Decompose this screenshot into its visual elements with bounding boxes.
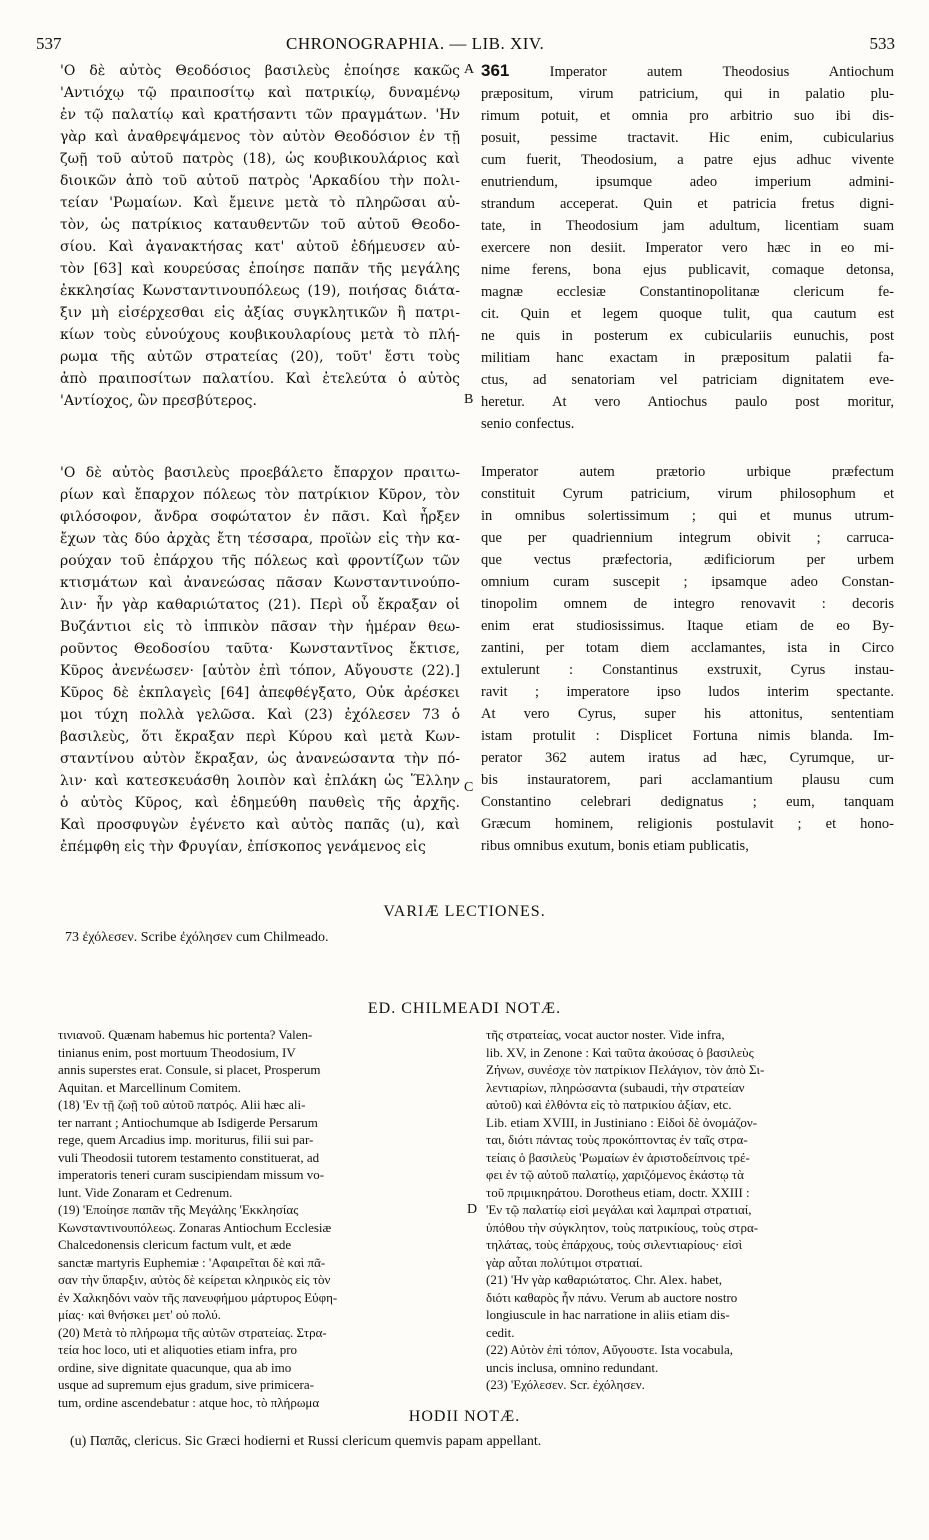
note-line: μίας· καὶ θνήσκει μετ' οὐ πολύ. xyxy=(58,1307,221,1322)
greek-line: λιν· καὶ κατεσκευάσθη λοιπὸν καὶ ἐπλάκη ὡς Ἕλλην xyxy=(60,773,460,789)
running-title: CHRONOGRAPHIA. — LIB. XIV. xyxy=(286,34,545,53)
latin-line: ravit ; imperatore ipso ludos interim spectante. xyxy=(481,684,894,700)
latin-line: istam protulit : Displicet Fortuna nimis blanda. Im- xyxy=(481,728,894,744)
greek-line: 'Αντιόχῳ τῷ πραιποσίτῳ καὶ πατρικίῳ, δυναμένῳ xyxy=(60,85,460,101)
note-line: 'Εν τῷ παλατίῳ εἰσὶ μεγάλαι καὶ λαμπραὶ στρατιαί, xyxy=(486,1202,752,1217)
greek-line: ρίων καὶ ἔπαρχον πόλεως τὸν πατρίκιον Κῦρον, τὸν xyxy=(60,487,460,503)
greek-line: ἐκκλησίας Κωνσταντινουπόλεως (19), ποιήσας διάτα- xyxy=(60,283,460,299)
note-line: λεντιαρίων, πληρώσαντα (subaudi, τὴν στρατείαν xyxy=(486,1079,745,1095)
margin-letter-b: B xyxy=(464,392,474,407)
latin-line: Imperator autem prætorio urbique præfectum xyxy=(481,464,894,480)
greek-line: 'Ο δὲ αὐτὸς βασιλεὺς προεβάλετο ἔπαρχον πραιτω- xyxy=(60,465,460,481)
latin-line: que vectus præfectoria, ædificiorum per urbem xyxy=(481,552,894,568)
note-line: (23) 'Εχόλεσεν. Scr. ἐχόλησεν. xyxy=(486,1377,645,1392)
note-line: tum, ordine ascendebatur : atque hoc, τὸ πλήρωμα xyxy=(58,1394,320,1410)
latin-line: perator 362 autem iratus ad hæc, Cyrumque, ur- xyxy=(481,750,894,766)
note-line: ἐν Χαλκηδόνι ναὸν τῆς πανευφήμου μάρτυρος Εὐφη- xyxy=(58,1289,338,1305)
note-line: Aquitan. et Marcellinum Comitem. xyxy=(58,1079,242,1095)
latin-line: Græcum hominem, religionis postulavit ; et hono- xyxy=(481,816,894,832)
greek-line: ἐν τῷ παλατίῳ καὶ κρατήσαντι τῶν πραγμάτων. 'Ην xyxy=(60,107,460,123)
variae-lectiones-title: VARIÆ LECTIONES. xyxy=(383,903,546,920)
note-line: ται, διότι πάντας τοὺς προκόπτοντας ἐν ταῖς στρα- xyxy=(486,1132,748,1147)
greek-line: Κῦρος δὲ ἐκπλαγεὶς [64] ἀπεφθέγξατο, Οὐκ ἀρέσκει xyxy=(60,685,460,701)
hodii-note: (u) Παπᾶς, clericus. Sic Græci hodierni et Russi clericum quemvis papam appellant. xyxy=(70,1434,542,1449)
margin-letter-a: A xyxy=(464,62,475,77)
note-line: φει ἐν τῷ αὐτοῦ παλατίῳ, χαριζόμενος ἑκάστῳ τὰ xyxy=(486,1167,744,1182)
latin-lines xyxy=(481,83,894,435)
greek-text-paragraph-2 xyxy=(60,462,460,858)
latin-line: tate, in Theodosium jam adultum, licentiam suam xyxy=(481,218,894,234)
note-line: τεία hoc loco, uti et aliquoties etiam infra, pro xyxy=(58,1342,298,1357)
latin-line: tinopolim omnem de integro renovavit : decoris xyxy=(481,596,894,612)
latin-line: que per quadriennium integrum obivit ; carruca- xyxy=(481,530,894,546)
latin-line: ne quis in posterum ex cubiculariis eunuchis, post xyxy=(481,328,894,344)
greek-line: κτισμάτων καὶ ἀνανεώσας πᾶσαν Κωνσταντινούπο- xyxy=(60,575,460,591)
note-line: τινιανοῦ. Quænam habemus hic portenta? Valen- xyxy=(58,1027,313,1042)
greek-line: κίων τοὺς εὐνούχους κουβικουλαρίους μετὰ τὸ πλή- xyxy=(60,327,460,343)
greek-line: ἐπέμφθη εἰς τὴν Φρυγίαν, ἐπίσκοπος γενάμενος εἰς xyxy=(60,839,426,855)
latin-line: ribus omnibus exutum, bonis etiam publicatis, xyxy=(481,838,749,854)
latin-line: At vero Cyrus, super his attonitus, sententiam xyxy=(481,706,894,722)
note-line: τείαις ὁ βασιλεὺς 'Ρωμαίων ἐν ἀριστοδείπνοις τρέ- xyxy=(486,1149,750,1165)
chilmeadi-notes-left-column xyxy=(58,1026,462,1411)
note-line: imperatoris teneri curam suscipiendam missum vo- xyxy=(58,1167,325,1182)
greek-line: 'Ο δὲ αὐτὸς Θεοδόσιος βασιλεὺς ἐποίησε κακῶς xyxy=(60,63,460,79)
note-line: ὑπόθου τὴν σύγκλητον, τοὺς πατρικίους, τοὺς στρα- xyxy=(486,1219,759,1235)
latin-line: exercere non desiit. Imperator vero hæc in eo mi- xyxy=(481,240,894,256)
latin-line: rimum potuit, et omnia pro arbitrio suo ibi dis- xyxy=(481,108,894,124)
note-line: γὰρ αὗται πολύτιμοι στρατιαί. xyxy=(486,1254,643,1270)
greek-line: σταντίνου αὐτὸν ἔκραξαν, ὡς ἀνανεώσαντα τὴν πό- xyxy=(60,751,460,767)
latin-line: posuit, pessime tractavit. Hic enim, cubicularius xyxy=(481,130,894,146)
greek-line: τὸν, ὡς πατρίκιος καταυθεντῶν τοῦ αὐτοῦ Θεοδο- xyxy=(60,217,460,233)
latin-line: Constantino celebrari dedignatus ; eum, tanquam xyxy=(481,794,894,810)
greek-line: μοι τύχη πολλὰ γελῶσα. Καὶ (23) ἐχόλεσεν 73 ὁ xyxy=(60,707,460,723)
margin-letter-c: C xyxy=(464,780,474,795)
note-line: tinianus enim, post mortuum Theodosium, IV xyxy=(58,1044,296,1060)
note-line: τοῦ πριμικηράτου. Dorotheus etiam, doctr. XXIII : xyxy=(486,1184,750,1200)
latin-line: nime ferens, bona ejus publicavit, comaque detonsa, xyxy=(481,262,894,278)
greek-line: διοικῶν ἀπὸ τοῦ αὐτοῦ πατρὸς 'Αρκαδίου τὴν πολι- xyxy=(60,173,460,189)
latin-line: cum fuerit, Theodosium, a patre ejus adhuc vivente xyxy=(481,152,894,168)
note-line: ordine, sive dignitate quacunque, qua ab imo xyxy=(58,1359,292,1375)
greek-text-paragraph-1 xyxy=(60,60,460,412)
page-mark: 361 xyxy=(481,61,510,80)
greek-line: ροῦντος Θεοδοσίου ταῦτα· Κωνσταντῖνος ἔκτισε, xyxy=(60,641,460,657)
latin-line: enim erat studiosissimus. Itaque etiam de eo By- xyxy=(481,618,894,634)
note-line: sanctæ martyris Euphemiæ : 'Αφαιρεῖται δὲ καὶ πᾶ- xyxy=(58,1254,326,1270)
greek-line: Καὶ προσφυγὼν ἐγένετο καὶ αὐτὸς παπᾶς (u), καὶ xyxy=(60,817,460,833)
note-line: διότι καθαρὸς ἦν πάνυ. Verum ab auctore nostro xyxy=(486,1289,738,1305)
greek-line: Κῦρος ἀνενέωσεν· [αὐτὸν ἐπὶ τόπον, Αὔγουστε (22).] xyxy=(60,663,460,679)
greek-line: Βυζάντιοι εἰς τὸ ἱππικὸν πᾶσαν τὴν ἡμέραν θεω- xyxy=(60,619,460,635)
latin-line: heretur. At vero Antiochus paulo post moritur, xyxy=(481,394,894,410)
latin-line: magnæ ecclesiæ Constantinopolitanæ clericum fe- xyxy=(481,284,894,300)
chilmeadi-notes-title: ED. CHILMEADI NOTÆ. xyxy=(367,1000,562,1017)
note-line: Lib. etiam XVIII, in Justiniano : Εἰδοὶ δὲ ὀνομάζον- xyxy=(486,1114,758,1130)
greek-line: ρούχαν τοῦ ἐπάρχου τῆς πόλεως καὶ φροντίζων τῶν xyxy=(60,553,460,569)
greek-line: βασιλεὺς, ὅτι ἔκραξαν περὶ Κύρου καὶ μετὰ Κων- xyxy=(60,729,460,745)
latin-line: militiam hanc exactam in præpositum palatii fa- xyxy=(481,350,894,366)
greek-line: λιν· ἦν γὰρ καθαριώτατος (21). Περὶ οὗ ἔκραξαν οἱ xyxy=(60,597,460,613)
greek-line: ὁ αὐτὸς Κῦρος, καὶ ἐδημεύθη παυθεὶς τῆς ἀρχῆς. xyxy=(60,795,460,811)
note-line: cedit. xyxy=(486,1324,515,1340)
note-line: Chalcedonensis clericum factum vult, et æde xyxy=(58,1237,292,1252)
page-number-left: 537 xyxy=(36,34,62,53)
note-line: (21) 'Ην γὰρ καθαριώτατος. Chr. Alex. habet, xyxy=(486,1272,723,1287)
note-line: uncis inclusa, omnino redundant. xyxy=(486,1359,659,1375)
note-line: τηλάτας, τοὺς ἐπάρχους, τοὺς σιλεντιαρίους· εἰσὶ xyxy=(486,1237,743,1252)
note-line: (22) Αὐτὸν ἐπὶ τόπον, Αὔγουστε. Ista vocabula, xyxy=(486,1342,733,1357)
note-line: lunt. Vide Zonaram et Cedrenum. xyxy=(58,1184,233,1200)
latin-line: bis instauratorem, pari acclamantium plausu cum xyxy=(481,772,894,788)
note-line: usque ad supremum ejus gradum, sive primicera- xyxy=(58,1377,314,1392)
note-line: vuli Theodosii tutorem testamento constituerat, ad xyxy=(58,1149,320,1165)
greek-line: τὸν [63] καὶ κουρεύσας ἐποίησε παπᾶν τῆς μεγάλης xyxy=(60,261,460,277)
variae-lectiones-note: 73 ἐχόλεσεν. Scribe ἐχόλησεν cum Chilmeado. xyxy=(65,930,329,945)
note-line: αὐτοῦ) καὶ ἐλθόντα εἰς τὸ πατρικίου ἀξίαν, etc. xyxy=(486,1097,732,1112)
latin-line: strandum acceperat. Quin et patricia fretus digni- xyxy=(481,196,894,212)
greek-line: φιλόσοφον, ἄνδρα σοφώτατον ἐν πᾶσι. Καὶ ἦρξεν xyxy=(60,509,460,525)
latin-line: ctus, ad senatoriam vel patriciam dignitatem eve- xyxy=(481,372,894,388)
latin-line: præpositum, virum patricium, qui in palatio plu- xyxy=(481,86,894,102)
note-line: τῆς στρατείας, vocat auctor noster. Vide infra, xyxy=(486,1027,725,1042)
note-line: Κωνσταντινουπόλεως. Zonaras Antiochum Ecclesiæ xyxy=(58,1219,332,1235)
latin-line: zantini, per totam diem acclamantes, ista in Circo xyxy=(481,640,894,656)
latin-line: in omnibus solertissimum ; qui et munus utrum- xyxy=(481,508,894,524)
greek-line: τείαν 'Ρωμαίων. Καὶ ἔμεινε μετὰ τὸ πληρῶσαι αὐ- xyxy=(60,195,460,211)
greek-line: ἀπὸ πραιποσίτων παλατίου. Καὶ ἐτελεύτα ὁ αὐτὸς xyxy=(60,371,460,387)
latin-line: senio confectus. xyxy=(481,416,575,432)
greek-line: σίου. Καὶ ἀγανακτήσας κατ' αὐτοῦ ἐδήμευσεν αὐ- xyxy=(60,239,460,255)
margin-letter-d: D xyxy=(467,1202,478,1217)
note-line: (19) 'Εποίησε παπᾶν τῆς Μεγάλης 'Εκκλησίας xyxy=(58,1202,299,1217)
chilmeadi-notes-right-column xyxy=(486,1026,894,1394)
greek-line: ζωῇ τοῦ αὐτοῦ πατρὸς (18), ὡς κουβικουλάριος καὶ xyxy=(60,151,460,167)
page-header xyxy=(36,34,895,56)
greek-line: ἔχων τὰς δύο ἀρχὰς ἔτη τέσσαρα, προϊὼν εἰς τὴν κα- xyxy=(60,531,460,547)
note-line: σαν τὴν ὕπαρξιν, αὐτὸς δὲ κείρεται κληρικὸς εἰς τὸν xyxy=(58,1272,331,1287)
latin-line: extulerunt : Constantinus exstruxit, Cyrus instau- xyxy=(481,662,894,678)
note-line: annis superstes erat. Consule, si placet, Prosperum xyxy=(58,1062,321,1077)
latin-line: cit. Quin et legem quoque tulit, qua cautum est xyxy=(481,306,894,322)
latin-line: enutriendum, ipsumque adeo imperium admini- xyxy=(481,174,894,190)
hodii-notes-title: HODII NOTÆ. xyxy=(408,1408,521,1425)
latin-first-line xyxy=(481,60,894,83)
page-number-right: 533 xyxy=(869,34,895,53)
greek-line: ξιν μὴ εἰσέρχεσθαι εἰς ἀξίας συγκλητικῶν ἢ πατρι- xyxy=(60,305,460,321)
note-line: ter narrant ; Antiochumque ab Isdigerde Persarum xyxy=(58,1114,318,1130)
note-line: (20) Μετὰ τὸ πλήρωμα τῆς αὐτῶν στρατείας. Στρα- xyxy=(58,1324,327,1340)
latin-text-paragraph-2 xyxy=(481,461,894,857)
greek-line: γὰρ καὶ ἀναθρεψάμενος τὸν αὐτὸν Θεοδόσιον ἐν τῇ xyxy=(60,129,460,145)
latin-text-paragraph-1 xyxy=(481,60,894,435)
note-line: Ζήνων, συνέσχε τὸν πατρίκιον Πελάγιον, τὸν ἀπὸ Σι- xyxy=(486,1062,765,1077)
latin-line: omnium curam suscepit ; ipsamque adeo Constan- xyxy=(481,574,894,590)
note-line: rege, quem Arcadius imp. moriturus, filii sui par- xyxy=(58,1132,314,1147)
latin-line: constituit Cyrum patricium, virum philosophum et xyxy=(481,486,894,502)
greek-line: 'Αντίοχος, ὢν πρεσβύτερος. xyxy=(60,393,257,409)
greek-line: ρωμα τῆς αὐτῶν στρατείας (20), τοῦτ' ἔστι τοὺς xyxy=(60,349,460,365)
note-line: longiuscule in hac narratione in aliis etiam dis- xyxy=(486,1307,730,1322)
note-line: (18) 'Εν τῇ ζωῇ τοῦ αὐτοῦ πατρός. Alii hæc ali- xyxy=(58,1097,306,1112)
note-line: lib. XV, in Zenone : Καὶ ταῦτα ἀκούσας ὁ βασιλεὺς xyxy=(486,1044,754,1060)
latin-line: Imperator autem Theodosius Antiochum xyxy=(549,64,894,80)
